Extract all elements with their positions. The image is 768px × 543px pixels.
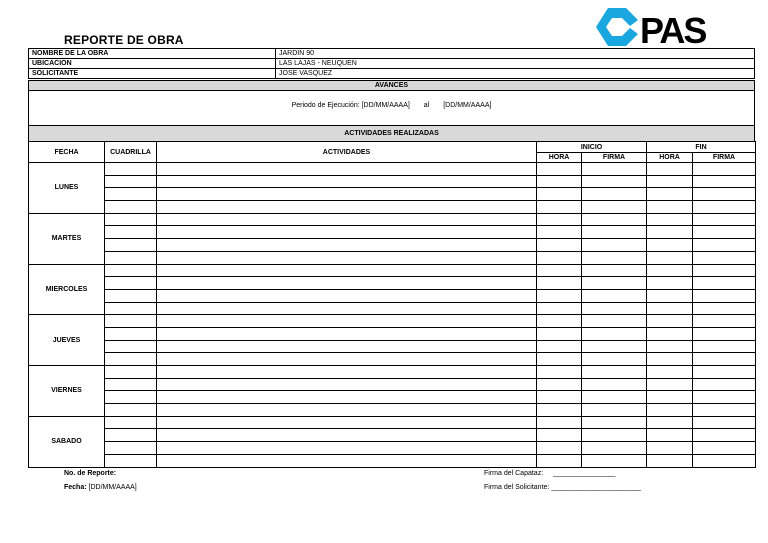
actividad-cell[interactable] bbox=[157, 416, 537, 429]
cuadrilla-cell[interactable] bbox=[105, 327, 157, 340]
fin-firma-cell[interactable] bbox=[693, 416, 756, 429]
fin-hora-cell[interactable] bbox=[647, 366, 693, 379]
solicitante-signature-line: _______________________ bbox=[551, 484, 641, 491]
col-actividades-header: ACTIVIDADES bbox=[157, 142, 537, 163]
cuadrilla-cell[interactable] bbox=[105, 429, 157, 442]
actividades-header: ACTIVIDADES REALIZADAS bbox=[28, 125, 755, 142]
avances-header: AVANCES bbox=[28, 80, 755, 91]
actividad-cell[interactable] bbox=[157, 404, 537, 417]
cuadrilla-cell[interactable] bbox=[105, 366, 157, 379]
table-row bbox=[29, 302, 756, 315]
table-row bbox=[29, 277, 756, 290]
actividad-cell[interactable] bbox=[157, 251, 537, 264]
col-fin-firma: FIRMA bbox=[693, 153, 756, 163]
actividad-cell[interactable] bbox=[157, 327, 537, 340]
cuadrilla-cell[interactable] bbox=[105, 277, 157, 290]
fin-hora-cell[interactable] bbox=[647, 213, 693, 226]
inicio-firma-cell[interactable] bbox=[582, 315, 647, 328]
actividad-cell[interactable] bbox=[157, 277, 537, 290]
period-box bbox=[28, 89, 755, 126]
actividad-cell[interactable] bbox=[157, 163, 537, 176]
fin-firma-cell[interactable] bbox=[693, 239, 756, 252]
cuadrilla-cell[interactable] bbox=[105, 404, 157, 417]
table-row bbox=[29, 315, 756, 328]
info-row-ubicacion bbox=[29, 59, 755, 69]
fin-hora-cell[interactable] bbox=[647, 454, 693, 467]
project-info-table bbox=[28, 48, 755, 79]
cuadrilla-cell[interactable] bbox=[105, 378, 157, 391]
inicio-hora-cell[interactable] bbox=[537, 378, 582, 391]
table-row bbox=[29, 289, 756, 302]
fin-firma-cell[interactable] bbox=[693, 378, 756, 391]
solicitante-signature bbox=[484, 484, 641, 491]
inicio-firma-cell[interactable] bbox=[582, 429, 647, 442]
actividad-cell[interactable] bbox=[157, 454, 537, 467]
capataz-signature-label: Firma del Capataz: bbox=[484, 470, 544, 477]
day-label: JUEVES bbox=[29, 315, 105, 366]
fin-hora-cell[interactable] bbox=[647, 201, 693, 214]
inicio-hora-cell[interactable] bbox=[537, 366, 582, 379]
fin-firma-cell[interactable] bbox=[693, 353, 756, 366]
cuadrilla-cell[interactable] bbox=[105, 163, 157, 176]
cuadrilla-cell[interactable] bbox=[105, 442, 157, 455]
table-row bbox=[29, 175, 756, 188]
inicio-firma-cell[interactable] bbox=[582, 340, 647, 353]
inicio-hora-cell[interactable] bbox=[537, 175, 582, 188]
inicio-firma-cell[interactable] bbox=[582, 391, 647, 404]
fin-hora-cell[interactable] bbox=[647, 442, 693, 455]
fin-firma-cell[interactable] bbox=[693, 201, 756, 214]
cuadrilla-cell[interactable] bbox=[105, 302, 157, 315]
report-number bbox=[64, 470, 116, 477]
inicio-firma-cell[interactable] bbox=[582, 251, 647, 264]
inicio-firma-cell[interactable] bbox=[582, 264, 647, 277]
solicitante-signature-label: Firma del Solicitante: bbox=[484, 484, 550, 491]
inicio-firma-cell[interactable] bbox=[582, 416, 647, 429]
fin-hora-cell[interactable] bbox=[647, 163, 693, 176]
inicio-firma-cell[interactable] bbox=[582, 175, 647, 188]
actividad-cell[interactable] bbox=[157, 201, 537, 214]
day-label: LUNES bbox=[29, 163, 105, 214]
table-row bbox=[29, 391, 756, 404]
table-row bbox=[29, 404, 756, 417]
table-row bbox=[29, 188, 756, 201]
col-fecha-header: FECHA bbox=[29, 142, 105, 163]
fin-firma-cell[interactable] bbox=[693, 213, 756, 226]
col-inicio-hora: HORA bbox=[537, 153, 582, 163]
actividad-cell[interactable] bbox=[157, 442, 537, 455]
col-fin-hora: HORA bbox=[647, 153, 693, 163]
info-label: SOLICITANTE bbox=[29, 69, 276, 79]
inicio-hora-cell[interactable] bbox=[537, 353, 582, 366]
inicio-hora-cell[interactable] bbox=[537, 264, 582, 277]
cuadrilla-cell[interactable] bbox=[105, 188, 157, 201]
fin-hora-cell[interactable] bbox=[647, 188, 693, 201]
cuadrilla-cell[interactable] bbox=[105, 315, 157, 328]
cuadrilla-cell[interactable] bbox=[105, 251, 157, 264]
fin-firma-cell[interactable] bbox=[693, 366, 756, 379]
fin-hora-cell[interactable] bbox=[647, 315, 693, 328]
period-end: [DD/MM/AAAA] bbox=[443, 102, 492, 109]
actividad-cell[interactable] bbox=[157, 340, 537, 353]
table-row bbox=[29, 239, 756, 252]
fin-hora-cell[interactable] bbox=[647, 327, 693, 340]
fin-hora-cell[interactable] bbox=[647, 289, 693, 302]
company-logo bbox=[594, 6, 718, 48]
table-row bbox=[29, 378, 756, 391]
inicio-hora-cell[interactable] bbox=[537, 327, 582, 340]
fin-hora-cell[interactable] bbox=[647, 404, 693, 417]
fin-firma-cell[interactable] bbox=[693, 391, 756, 404]
fin-firma-cell[interactable] bbox=[693, 251, 756, 264]
fin-firma-cell[interactable] bbox=[693, 264, 756, 277]
table-row bbox=[29, 416, 756, 429]
fin-firma-cell[interactable] bbox=[693, 404, 756, 417]
fin-hora-cell[interactable] bbox=[647, 175, 693, 188]
info-row-solicitante bbox=[29, 69, 755, 79]
fin-firma-cell[interactable] bbox=[693, 226, 756, 239]
cuadrilla-cell[interactable] bbox=[105, 353, 157, 366]
inicio-hora-cell[interactable] bbox=[537, 404, 582, 417]
cuadrilla-cell[interactable] bbox=[105, 416, 157, 429]
fin-hora-cell[interactable] bbox=[647, 378, 693, 391]
actividad-cell[interactable] bbox=[157, 239, 537, 252]
inicio-firma-cell[interactable] bbox=[582, 442, 647, 455]
actividad-cell[interactable] bbox=[157, 315, 537, 328]
cuadrilla-cell[interactable] bbox=[105, 226, 157, 239]
fin-hora-cell[interactable] bbox=[647, 429, 693, 442]
cuadrilla-cell[interactable] bbox=[105, 175, 157, 188]
inicio-firma-cell[interactable] bbox=[582, 302, 647, 315]
table-row bbox=[29, 201, 756, 214]
period-line bbox=[29, 102, 754, 109]
fin-firma-cell[interactable] bbox=[693, 175, 756, 188]
fin-hora-cell[interactable] bbox=[647, 226, 693, 239]
report-date-value: [DD/MM/AAAA] bbox=[88, 484, 137, 491]
report-date-label: Fecha: bbox=[64, 484, 87, 491]
inicio-hora-cell[interactable] bbox=[537, 302, 582, 315]
inicio-hora-cell[interactable] bbox=[537, 201, 582, 214]
table-header-row bbox=[29, 142, 756, 153]
fin-hora-cell[interactable] bbox=[647, 302, 693, 315]
fin-hora-cell[interactable] bbox=[647, 239, 693, 252]
inicio-hora-cell[interactable] bbox=[537, 277, 582, 290]
actividad-cell[interactable] bbox=[157, 378, 537, 391]
cuadrilla-cell[interactable] bbox=[105, 201, 157, 214]
inicio-firma-cell[interactable] bbox=[582, 454, 647, 467]
fin-firma-cell[interactable] bbox=[693, 188, 756, 201]
day-label: SABADO bbox=[29, 416, 105, 467]
capataz-signature-line: ________________ bbox=[553, 470, 616, 477]
cuadrilla-cell[interactable] bbox=[105, 213, 157, 226]
inicio-firma-cell[interactable] bbox=[582, 353, 647, 366]
inicio-firma-cell[interactable] bbox=[582, 213, 647, 226]
fin-firma-cell[interactable] bbox=[693, 340, 756, 353]
fin-firma-cell[interactable] bbox=[693, 442, 756, 455]
table-row bbox=[29, 366, 756, 379]
fin-firma-cell[interactable] bbox=[693, 429, 756, 442]
col-inicio-firma: FIRMA bbox=[582, 153, 647, 163]
info-value: JOSE VASQUEZ bbox=[276, 69, 755, 79]
inicio-hora-cell[interactable] bbox=[537, 340, 582, 353]
cuadrilla-cell[interactable] bbox=[105, 454, 157, 467]
actividad-cell[interactable] bbox=[157, 302, 537, 315]
fin-hora-cell[interactable] bbox=[647, 353, 693, 366]
actividad-cell[interactable] bbox=[157, 226, 537, 239]
day-label: VIERNES bbox=[29, 366, 105, 417]
capataz-signature bbox=[484, 470, 615, 477]
actividad-cell[interactable] bbox=[157, 175, 537, 188]
table-row bbox=[29, 327, 756, 340]
actividad-cell[interactable] bbox=[157, 188, 537, 201]
inicio-firma-cell[interactable] bbox=[582, 404, 647, 417]
cuadrilla-cell[interactable] bbox=[105, 289, 157, 302]
info-value: LAS LAJAS - NEUQUEN bbox=[276, 59, 755, 69]
info-value: JARDIN 90 bbox=[276, 49, 755, 59]
inicio-firma-cell[interactable] bbox=[582, 188, 647, 201]
cuadrilla-cell[interactable] bbox=[105, 391, 157, 404]
day-label: MARTES bbox=[29, 213, 105, 264]
actividad-cell[interactable] bbox=[157, 429, 537, 442]
info-row-obra bbox=[29, 49, 755, 59]
inicio-hora-cell[interactable] bbox=[537, 442, 582, 455]
fin-hora-cell[interactable] bbox=[647, 251, 693, 264]
inicio-firma-cell[interactable] bbox=[582, 366, 647, 379]
report-number-label: No. de Reporte: bbox=[64, 470, 117, 477]
fin-hora-cell[interactable] bbox=[647, 277, 693, 290]
period-label: Periodo de Ejecución: [DD/MM/AAAA] bbox=[291, 102, 410, 109]
inicio-hora-cell[interactable] bbox=[537, 251, 582, 264]
fin-firma-cell[interactable] bbox=[693, 327, 756, 340]
inicio-firma-cell[interactable] bbox=[582, 239, 647, 252]
info-label: UBICACIÓN bbox=[29, 59, 276, 69]
table-row bbox=[29, 264, 756, 277]
table-row bbox=[29, 226, 756, 239]
col-fin-header: FIN bbox=[647, 142, 756, 153]
inicio-hora-cell[interactable] bbox=[537, 239, 582, 252]
actividad-cell[interactable] bbox=[157, 353, 537, 366]
col-inicio-header: INICIO bbox=[537, 142, 647, 153]
inicio-firma-cell[interactable] bbox=[582, 277, 647, 290]
cuadrilla-cell[interactable] bbox=[105, 264, 157, 277]
inicio-firma-cell[interactable] bbox=[582, 378, 647, 391]
fin-firma-cell[interactable] bbox=[693, 289, 756, 302]
period-separator: al bbox=[423, 102, 430, 109]
fin-hora-cell[interactable] bbox=[647, 264, 693, 277]
logo-text: PAS bbox=[640, 10, 706, 48]
report-title: REPORTE DE OBRA bbox=[64, 33, 184, 47]
fin-hora-cell[interactable] bbox=[647, 340, 693, 353]
fin-hora-cell[interactable] bbox=[647, 391, 693, 404]
table-row bbox=[29, 429, 756, 442]
table-row bbox=[29, 340, 756, 353]
fin-firma-cell[interactable] bbox=[693, 315, 756, 328]
inicio-hora-cell[interactable] bbox=[537, 454, 582, 467]
inicio-firma-cell[interactable] bbox=[582, 163, 647, 176]
inicio-firma-cell[interactable] bbox=[582, 327, 647, 340]
fin-firma-cell[interactable] bbox=[693, 302, 756, 315]
inicio-hora-cell[interactable] bbox=[537, 226, 582, 239]
cuadrilla-cell[interactable] bbox=[105, 239, 157, 252]
activities-table bbox=[28, 141, 756, 468]
inicio-hora-cell[interactable] bbox=[537, 163, 582, 176]
table-row bbox=[29, 163, 756, 176]
col-cuadrilla-header: CUADRILLA bbox=[105, 142, 157, 163]
cuadrilla-cell[interactable] bbox=[105, 340, 157, 353]
table-row bbox=[29, 251, 756, 264]
actividad-cell[interactable] bbox=[157, 213, 537, 226]
inicio-hora-cell[interactable] bbox=[537, 429, 582, 442]
table-row bbox=[29, 442, 756, 455]
inicio-firma-cell[interactable] bbox=[582, 289, 647, 302]
inicio-firma-cell[interactable] bbox=[582, 201, 647, 214]
fin-firma-cell[interactable] bbox=[693, 454, 756, 467]
inicio-hora-cell[interactable] bbox=[537, 416, 582, 429]
info-label: NOMBRE DE LA OBRA bbox=[29, 49, 276, 59]
fin-hora-cell[interactable] bbox=[647, 416, 693, 429]
table-row bbox=[29, 213, 756, 226]
day-label: MIERCOLES bbox=[29, 264, 105, 315]
inicio-hora-cell[interactable] bbox=[537, 213, 582, 226]
inicio-firma-cell[interactable] bbox=[582, 226, 647, 239]
fin-firma-cell[interactable] bbox=[693, 277, 756, 290]
table-row bbox=[29, 454, 756, 467]
actividad-cell[interactable] bbox=[157, 366, 537, 379]
actividad-cell[interactable] bbox=[157, 264, 537, 277]
inicio-hora-cell[interactable] bbox=[537, 289, 582, 302]
inicio-hora-cell[interactable] bbox=[537, 188, 582, 201]
table-row bbox=[29, 353, 756, 366]
inicio-hora-cell[interactable] bbox=[537, 315, 582, 328]
report-date bbox=[64, 484, 137, 491]
fin-firma-cell[interactable] bbox=[693, 163, 756, 176]
actividad-cell[interactable] bbox=[157, 289, 537, 302]
inicio-hora-cell[interactable] bbox=[537, 391, 582, 404]
actividad-cell[interactable] bbox=[157, 391, 537, 404]
